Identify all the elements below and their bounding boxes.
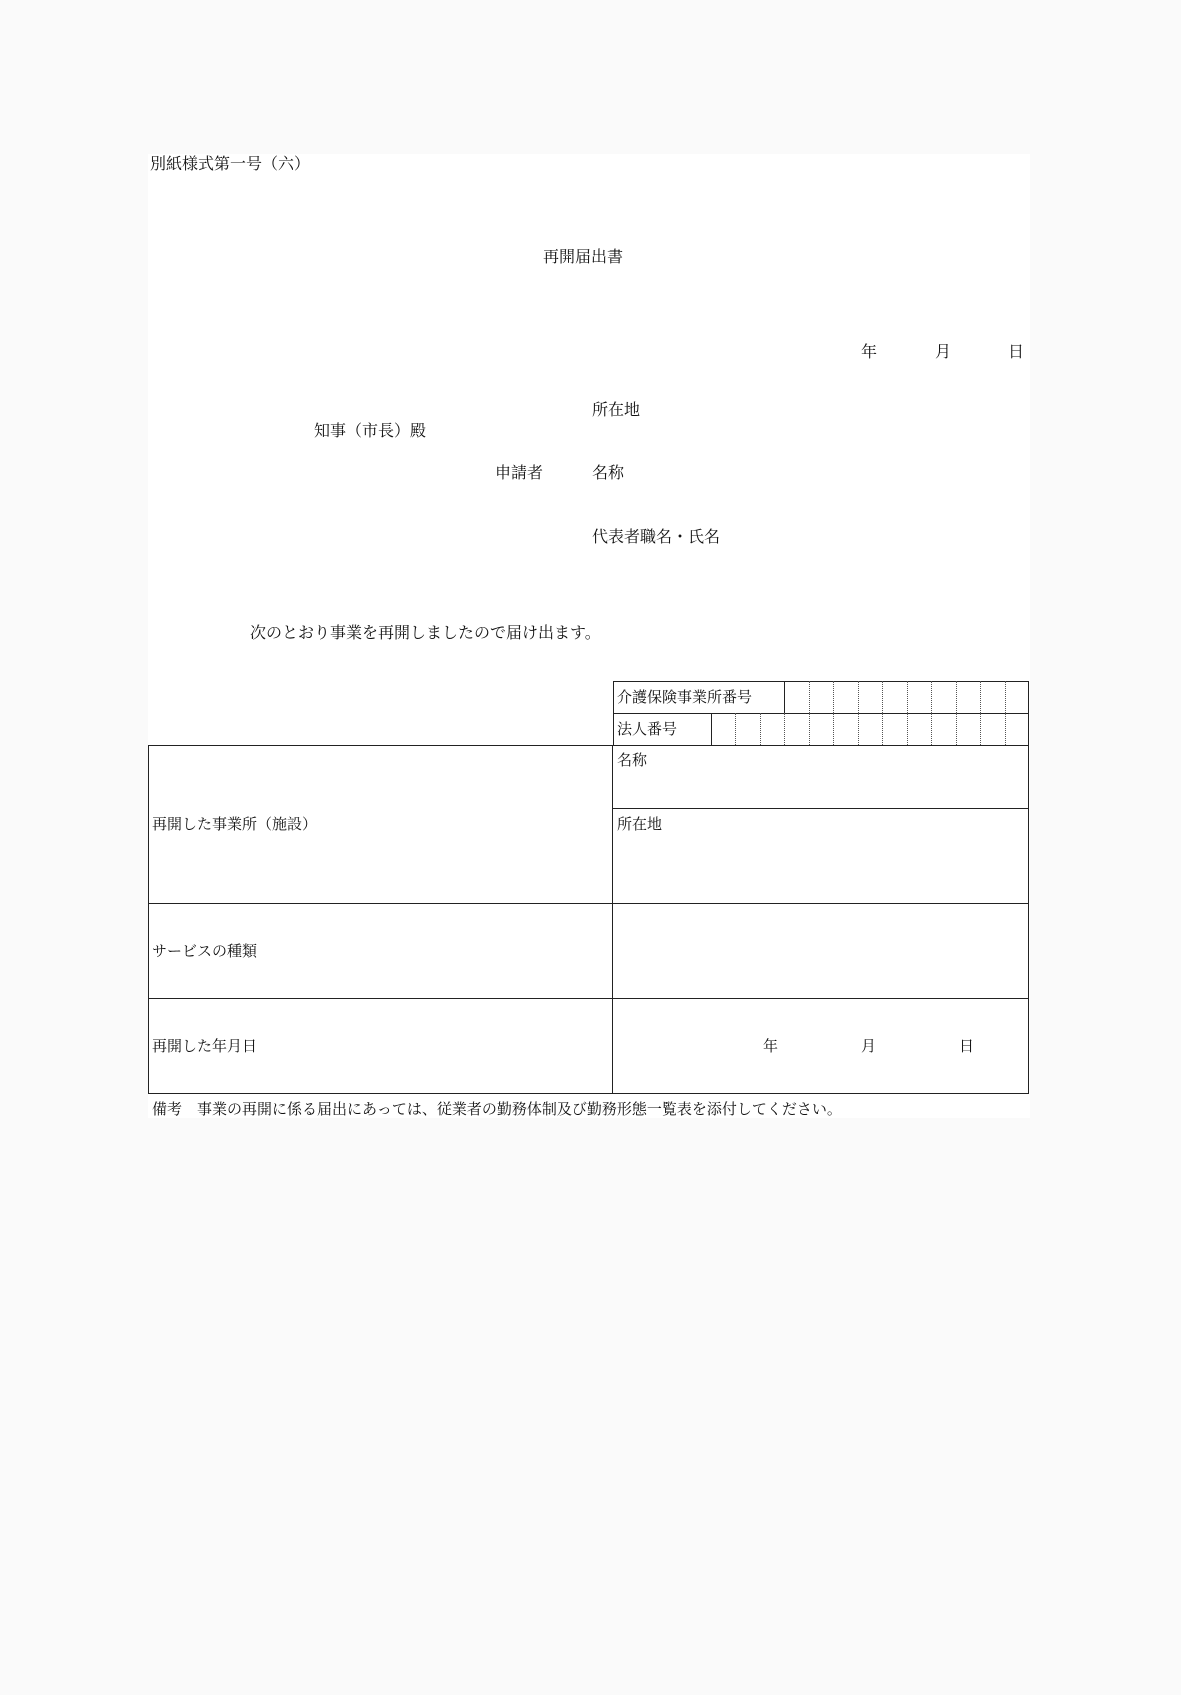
- digit-cell-divider: [809, 713, 810, 745]
- reopen-date-year: 年: [763, 1037, 779, 1055]
- date-month: 月: [935, 342, 952, 361]
- digit-cell-divider: [907, 681, 908, 713]
- digit-cell-divider: [956, 681, 957, 713]
- digit-cell-divider: [858, 713, 859, 745]
- form-number: 別紙様式第一号（六）: [150, 154, 311, 173]
- digit-cell-divider: [980, 681, 981, 713]
- applicant-name-label: 名称: [592, 463, 625, 482]
- facility-address-label: 所在地: [617, 815, 663, 833]
- date-day: 日: [1008, 342, 1025, 361]
- digit-cell-divider: [784, 713, 785, 745]
- applicant-address-label: 所在地: [592, 400, 641, 419]
- digit-cell-divider: [980, 713, 981, 745]
- digit-cell-divider: [882, 681, 883, 713]
- digit-cell-divider: [833, 713, 834, 745]
- digit-cell-divider: [760, 713, 761, 745]
- digit-cell-divider: [833, 681, 834, 713]
- addressee: 知事（市長）殿: [314, 421, 427, 440]
- digit-cell-divider: [1005, 713, 1006, 745]
- reopen-date-day: 日: [959, 1037, 975, 1055]
- date-year: 年: [861, 342, 878, 361]
- applicant-representative-label: 代表者職名・氏名: [592, 527, 721, 546]
- divider: [711, 713, 712, 745]
- corporate-number-label: 法人番号: [617, 720, 678, 738]
- digit-cell-divider: [931, 681, 932, 713]
- facility-table: [148, 745, 1029, 1094]
- divider: [613, 713, 1029, 714]
- statement: 次のとおり事業を再開しましたので届け出ます。: [250, 623, 601, 642]
- digit-cell-divider: [1005, 681, 1006, 713]
- digit-cell-divider: [907, 713, 908, 745]
- note: 備考 事業の再開に係る届出にあっては、従業者の勤務体制及び勤務形態一覧表を添付してください。: [152, 1100, 842, 1118]
- digit-cell-divider: [931, 713, 932, 745]
- reopen-date-month: 月: [861, 1037, 877, 1055]
- divider: [612, 745, 613, 1094]
- facility-label: 再開した事業所（施設）: [152, 815, 318, 833]
- form-title: 再開届出書: [543, 247, 624, 266]
- care-insurance-number-label: 介護保険事業所番号: [617, 688, 753, 706]
- facility-name-label: 名称: [617, 751, 648, 769]
- divider: [148, 903, 1029, 904]
- service-type-label: サービスの種類: [152, 942, 258, 960]
- divider: [148, 998, 1029, 999]
- applicant-label: 申請者: [495, 463, 544, 482]
- digit-cell-divider: [882, 713, 883, 745]
- reopen-date-label: 再開した年月日: [152, 1037, 258, 1055]
- digit-cell-divider: [809, 681, 810, 713]
- divider: [784, 681, 785, 713]
- divider: [613, 808, 1029, 809]
- digit-cell-divider: [858, 681, 859, 713]
- digit-cell-divider: [735, 713, 736, 745]
- digit-cell-divider: [956, 713, 957, 745]
